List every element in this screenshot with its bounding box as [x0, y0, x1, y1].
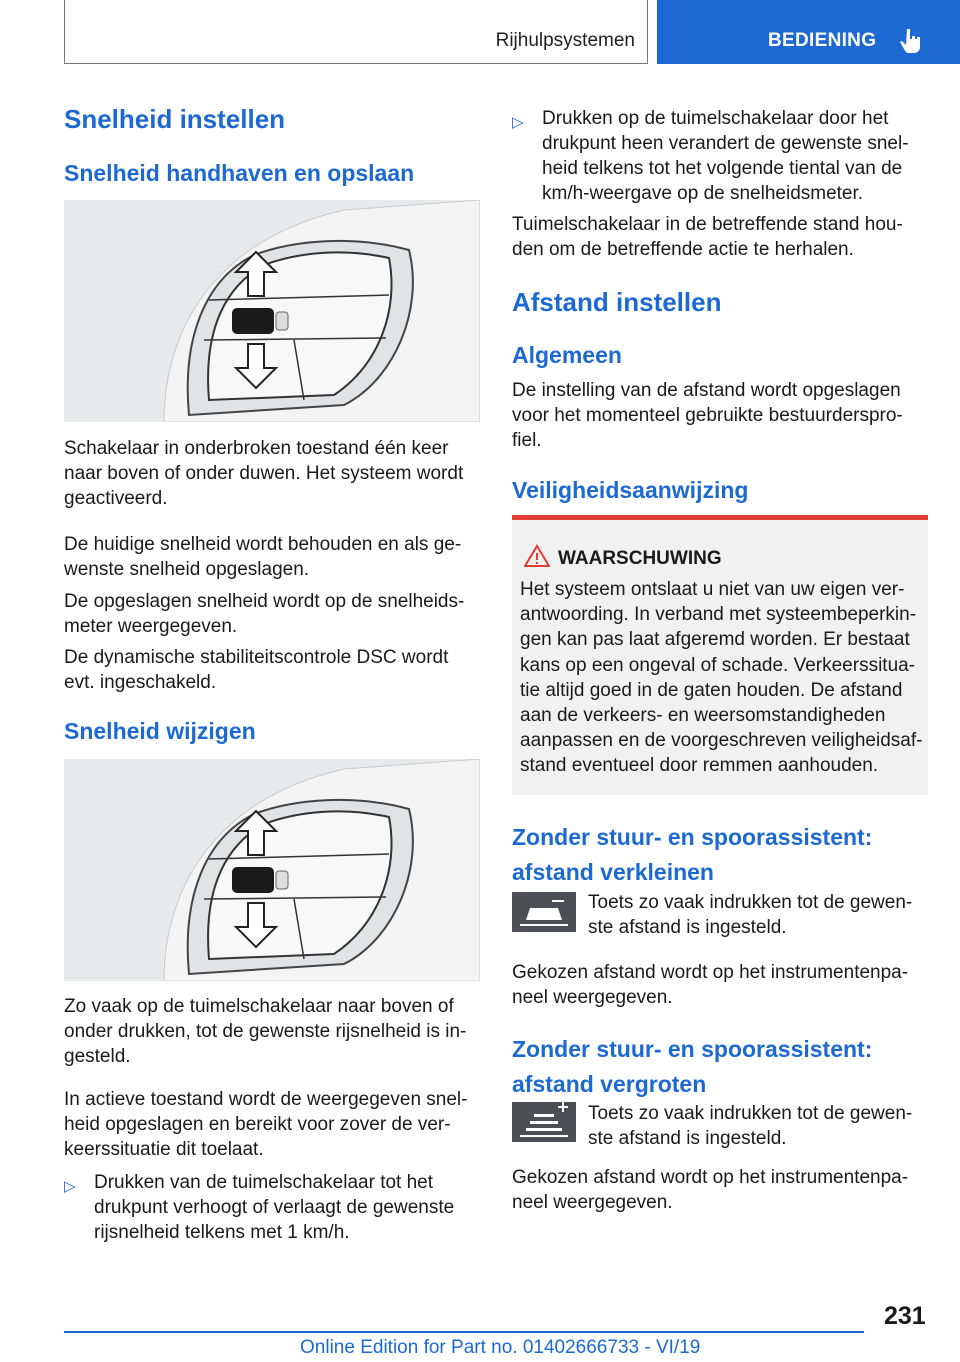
bullet-triangle-icon: ▷: [64, 1178, 76, 1195]
warning-title: WAARSCHUWING: [558, 548, 722, 569]
paragraph-selected-distance-1: Gekozen afstand wordt op het instrumentenpa-neel weergegeven.: [512, 962, 909, 1008]
paragraph-activate: Schakelaar in onderbroken toestand één keer naar boven of onder duwen. Het systeem wordt geactiveerd.: [64, 438, 464, 509]
paragraph-selected-distance-2: Gekozen afstand wordt op het instrumentenpa-neel weergegeven.: [512, 1167, 909, 1213]
heading-keep-speed: Snelheid handhaven en opslaan: [64, 160, 415, 186]
paragraph-speedometer: De opgeslagen snelheid wordt op de snelheids-meter weergegeven.: [64, 591, 465, 637]
header-chapter-tab: [657, 0, 960, 64]
paragraph-press-switch: Zo vaak op de tuimelschakelaar naar boven of onder drukken, tot de gewenste rijsnelheid is in-gesteld.: [64, 996, 467, 1067]
paragraph-current-speed: De huidige snelheid wordt behouden en als ge-wenste snelheid opgeslagen.: [64, 534, 462, 580]
heading-distance-increase: Zonder stuur- en spoorassistent: afstand vergroten: [512, 1036, 873, 1097]
increase-instruction: Toets zo vaak indrukken tot de gewen-ste afstand is ingesteld.: [588, 1103, 913, 1149]
footer-edition: Online Edition for Part no. 01402666733 - VI/19: [300, 1337, 701, 1358]
bullet-text: Drukken van de tuimelschakelaar tot het drukpunt verhoogt of verlaagt de gewenste rijsnelheid telkens met 1 km/h.: [94, 1172, 455, 1243]
distance-increase-icon: [512, 1102, 576, 1142]
bullet-triangle-icon: ▷: [512, 114, 524, 131]
header-section-title: Rijhulpsystemen: [495, 30, 635, 51]
heading-speed-setting: Snelheid instellen: [64, 104, 286, 134]
heading-distance-decrease: Zonder stuur- en spoorassistent: afstand verkleinen: [512, 824, 873, 885]
bullet-item-1kmh: [64, 1170, 480, 1245]
decrease-instruction: Toets zo vaak indrukken tot de gewen-ste afstand is ingesteld.: [588, 892, 913, 938]
steering-switch-image-1: [64, 200, 480, 422]
paragraph-active-state: In actieve toestand wordt de weergegeven snel-heid opgeslagen en bereikt voor zover de ver-keerssituatie dit toelaat.: [64, 1089, 468, 1160]
heading-change-speed: Snelheid wijzigen: [64, 718, 256, 744]
page-number: 231: [884, 1302, 926, 1330]
warning-text: Het systeem ontslaat u niet van uw eigen ver-antwoording. In verband met systeembeperkin-gen kan pas laat afgeremd worden. Er bestaat kans op een ongeval of schade. Verkeerssitua-tie altijd goed in de gaten houden. De afstand aan de verkeers- en weersomstandigheden aanpassen en de voorgeschreven veiligheidsaf-stand eventueel door remmen aanhouden.: [520, 579, 923, 777]
bullet-item-10kmh: [512, 106, 928, 206]
heading-general: Algemeen: [512, 342, 622, 368]
bullet-text: Drukken op de tuimelschakelaar door het drukpunt heen verandert de gewenste snel-heid telkens tot het volgende tiental van de km/h-weergave op de snelheidsmeter.: [542, 108, 909, 204]
heading-safety-note: Veiligheidsaanwijzing: [512, 477, 749, 503]
heading-distance-setting: Afstand instellen: [512, 287, 722, 317]
warning-triangle-icon: [524, 544, 550, 568]
distance-decrease-icon: [512, 892, 576, 932]
paragraph-dsc: De dynamische stabiliteitscontrole DSC wordt evt. ingeschakeld.: [64, 647, 449, 693]
warning-box: [512, 515, 928, 795]
header-chapter-title: BEDIENING: [768, 30, 877, 51]
paragraph-profile: De instelling van de afstand wordt opgeslagen voor het momenteel gebruikte bestuurderspro-fiel.: [512, 380, 903, 451]
footer-divider: [64, 1331, 864, 1333]
steering-switch-image-2: [64, 759, 480, 981]
hand-pointer-icon: [897, 26, 925, 54]
paragraph-hold-switch: Tuimelschakelaar in de betreffende stand hou-den om de betreffende actie te herhalen.: [512, 214, 903, 260]
header-section-tab: [64, 0, 648, 64]
